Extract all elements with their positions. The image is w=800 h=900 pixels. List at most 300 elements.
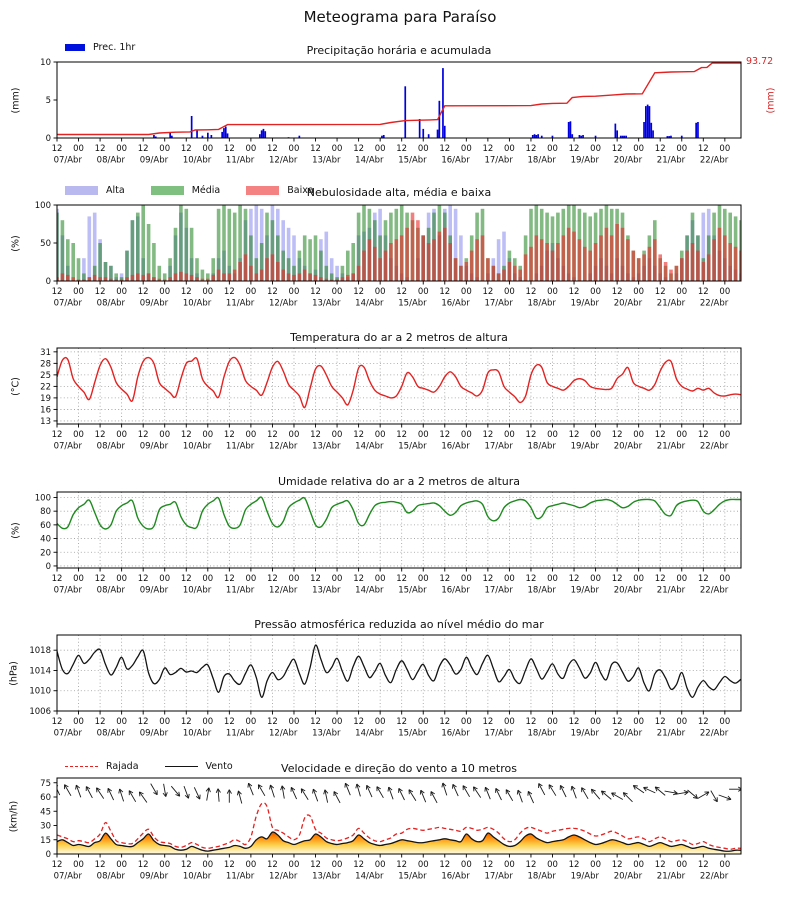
svg-text:00: 00 <box>503 430 515 440</box>
svg-text:12: 12 <box>482 144 494 154</box>
wind-ylabel: (km/h) <box>8 800 20 833</box>
rajada-legend-label: Rajada <box>106 761 139 772</box>
svg-text:00: 00 <box>460 287 472 297</box>
svg-text:12: 12 <box>654 430 666 440</box>
svg-text:00: 00 <box>417 287 429 297</box>
svg-text:12: 12 <box>568 860 580 870</box>
svg-text:12: 12 <box>697 430 709 440</box>
svg-text:00: 00 <box>417 860 429 870</box>
accum-right-ylabel: (mm) <box>765 87 777 114</box>
svg-text:12: 12 <box>611 287 623 297</box>
svg-text:00: 00 <box>288 860 300 870</box>
wind-legend <box>65 761 259 772</box>
svg-text:1014: 1014 <box>29 666 51 677</box>
svg-text:00: 00 <box>288 144 300 154</box>
svg-text:07/Abr: 07/Abr <box>53 441 82 452</box>
svg-text:00: 00 <box>633 860 645 870</box>
svg-text:00: 00 <box>116 574 128 584</box>
svg-text:12: 12 <box>223 860 235 870</box>
svg-text:80: 80 <box>40 507 51 518</box>
svg-text:13/Abr: 13/Abr <box>312 728 341 739</box>
svg-text:12: 12 <box>396 287 408 297</box>
svg-text:19/Abr: 19/Abr <box>570 441 600 452</box>
svg-text:20/Abr: 20/Abr <box>613 298 643 309</box>
svg-text:00: 00 <box>116 430 128 440</box>
svg-text:12: 12 <box>267 860 278 870</box>
svg-text:12: 12 <box>353 574 365 584</box>
svg-text:00: 00 <box>159 287 171 297</box>
precip-legend <box>65 42 161 53</box>
svg-text:12: 12 <box>137 430 149 440</box>
svg-text:00: 00 <box>590 717 601 727</box>
svg-text:15/Abr: 15/Abr <box>398 441 427 452</box>
svg-text:00: 00 <box>159 717 171 727</box>
humidity-title: Umidade relativa do ar a 2 metros de altura <box>277 475 521 488</box>
svg-text:16/Abr: 16/Abr <box>441 155 470 166</box>
svg-text:12: 12 <box>396 574 408 584</box>
svg-text:12: 12 <box>180 430 192 440</box>
svg-text:00: 00 <box>374 860 386 870</box>
svg-text:12: 12 <box>525 574 537 584</box>
svg-text:21/Abr: 21/Abr <box>656 441 686 452</box>
svg-text:20/Abr: 20/Abr <box>613 871 643 882</box>
svg-text:15: 15 <box>40 835 51 846</box>
svg-text:00: 00 <box>374 717 386 727</box>
svg-text:17/Abr: 17/Abr <box>484 155 513 166</box>
svg-text:00: 00 <box>245 430 257 440</box>
svg-text:10: 10 <box>40 58 51 68</box>
svg-text:11/Abr: 11/Abr <box>225 155 255 166</box>
svg-text:00: 00 <box>503 287 515 297</box>
svg-text:09/Abr: 09/Abr <box>139 871 169 882</box>
svg-text:00: 00 <box>288 287 300 297</box>
svg-text:21/Abr: 21/Abr <box>656 585 686 596</box>
svg-text:12: 12 <box>94 144 106 154</box>
clouds-title: Nebulosidade alta, média e baixa <box>306 186 492 199</box>
humidity-frame <box>35 492 741 596</box>
svg-text:12: 12 <box>482 717 494 727</box>
temperature-ylabel: (°C) <box>10 377 22 396</box>
svg-text:00: 00 <box>547 430 558 440</box>
svg-text:12: 12 <box>137 717 149 727</box>
svg-text:14/Abr: 14/Abr <box>355 871 384 882</box>
svg-text:12: 12 <box>611 144 623 154</box>
svg-text:00: 00 <box>73 717 84 727</box>
svg-text:22/Abr: 22/Abr <box>699 728 729 739</box>
svg-text:20/Abr: 20/Abr <box>613 585 643 596</box>
svg-text:00: 00 <box>73 287 84 297</box>
vento-swatch-icon <box>165 766 198 767</box>
svg-text:00: 00 <box>73 574 84 584</box>
svg-text:00: 00 <box>460 860 472 870</box>
svg-text:00: 00 <box>374 430 386 440</box>
svg-text:12: 12 <box>525 717 537 727</box>
svg-text:12: 12 <box>482 287 494 297</box>
svg-text:12: 12 <box>353 717 365 727</box>
svg-text:12: 12 <box>439 287 451 297</box>
svg-text:12: 12 <box>310 430 321 440</box>
svg-text:19/Abr: 19/Abr <box>570 871 600 882</box>
svg-text:100: 100 <box>34 201 51 211</box>
accum-line <box>57 63 741 135</box>
svg-text:12: 12 <box>310 860 321 870</box>
svg-text:00: 00 <box>460 574 472 584</box>
svg-text:00: 00 <box>116 287 128 297</box>
svg-text:12: 12 <box>439 574 451 584</box>
svg-text:00: 00 <box>460 717 472 727</box>
svg-text:10/Abr: 10/Abr <box>182 871 212 882</box>
svg-text:12: 12 <box>137 574 149 584</box>
svg-text:12: 12 <box>137 144 149 154</box>
svg-text:12: 12 <box>51 430 63 440</box>
svg-text:60: 60 <box>40 793 51 803</box>
pressure-ylabel: (hPa) <box>8 661 20 686</box>
svg-text:00: 00 <box>331 860 343 870</box>
svg-text:12: 12 <box>223 717 235 727</box>
svg-text:00: 00 <box>202 287 214 297</box>
svg-text:00: 00 <box>633 287 645 297</box>
svg-text:12: 12 <box>94 430 106 440</box>
svg-text:12/Abr: 12/Abr <box>269 155 298 166</box>
svg-text:12: 12 <box>137 287 149 297</box>
svg-text:00: 00 <box>719 144 731 154</box>
svg-text:12: 12 <box>525 144 537 154</box>
svg-text:12: 12 <box>568 430 580 440</box>
svg-text:15/Abr: 15/Abr <box>398 155 427 166</box>
svg-text:12: 12 <box>396 717 408 727</box>
svg-text:19/Abr: 19/Abr <box>570 728 600 739</box>
svg-text:00: 00 <box>331 430 343 440</box>
svg-text:12: 12 <box>310 574 321 584</box>
svg-text:22/Abr: 22/Abr <box>699 441 729 452</box>
svg-text:09/Abr: 09/Abr <box>139 585 169 596</box>
svg-text:00: 00 <box>633 574 645 584</box>
svg-text:12: 12 <box>223 144 235 154</box>
svg-text:07/Abr: 07/Abr <box>53 155 82 166</box>
svg-text:12: 12 <box>267 717 278 727</box>
svg-text:18/Abr: 18/Abr <box>527 728 556 739</box>
svg-text:50: 50 <box>40 239 51 249</box>
humidity-ylabel: (%) <box>10 522 22 539</box>
svg-text:12: 12 <box>697 287 709 297</box>
svg-text:12: 12 <box>353 144 365 154</box>
svg-text:00: 00 <box>590 144 601 154</box>
svg-text:12: 12 <box>525 860 537 870</box>
svg-text:00: 00 <box>503 717 515 727</box>
svg-text:00: 00 <box>73 860 84 870</box>
svg-text:09/Abr: 09/Abr <box>139 155 169 166</box>
svg-text:15/Abr: 15/Abr <box>398 871 427 882</box>
svg-text:00: 00 <box>719 430 731 440</box>
svg-text:11/Abr: 11/Abr <box>225 871 255 882</box>
svg-text:12: 12 <box>697 717 709 727</box>
svg-text:12: 12 <box>310 287 321 297</box>
svg-text:22: 22 <box>40 382 51 393</box>
clouds-legend <box>65 185 340 196</box>
svg-text:12: 12 <box>310 717 321 727</box>
svg-text:28: 28 <box>40 359 51 370</box>
svg-text:00: 00 <box>288 574 300 584</box>
svg-text:00: 00 <box>417 144 429 154</box>
svg-text:12: 12 <box>568 144 580 154</box>
accum-total-label: 93.72 <box>746 56 774 67</box>
wind-direction-arrows <box>54 783 742 804</box>
svg-text:12: 12 <box>180 717 192 727</box>
precip-frame <box>40 58 741 166</box>
svg-text:19: 19 <box>40 393 51 404</box>
svg-text:00: 00 <box>202 717 214 727</box>
svg-text:00: 00 <box>331 574 343 584</box>
svg-text:19/Abr: 19/Abr <box>570 585 600 596</box>
svg-text:10/Abr: 10/Abr <box>182 585 212 596</box>
svg-text:12: 12 <box>353 860 365 870</box>
svg-text:12/Abr: 12/Abr <box>269 298 298 309</box>
svg-text:12: 12 <box>439 860 451 870</box>
svg-text:00: 00 <box>245 860 257 870</box>
svg-text:12/Abr: 12/Abr <box>269 585 298 596</box>
prec1hr-legend-label: Prec. 1hr <box>93 42 136 53</box>
svg-text:14/Abr: 14/Abr <box>355 298 384 309</box>
svg-text:22/Abr: 22/Abr <box>699 155 729 166</box>
svg-text:40: 40 <box>40 534 51 545</box>
svg-text:15/Abr: 15/Abr <box>398 728 427 739</box>
svg-text:13/Abr: 13/Abr <box>312 441 341 452</box>
svg-text:00: 00 <box>331 717 343 727</box>
svg-text:00: 00 <box>676 430 688 440</box>
svg-text:15/Abr: 15/Abr <box>398 585 427 596</box>
svg-text:12: 12 <box>51 860 63 870</box>
svg-text:12: 12 <box>51 574 63 584</box>
svg-text:12: 12 <box>180 287 192 297</box>
svg-text:12: 12 <box>654 717 666 727</box>
svg-text:22/Abr: 22/Abr <box>699 585 729 596</box>
svg-text:07/Abr: 07/Abr <box>53 585 82 596</box>
alta-swatch-icon <box>65 186 98 195</box>
svg-text:00: 00 <box>159 860 171 870</box>
svg-text:17/Abr: 17/Abr <box>484 728 513 739</box>
svg-text:13/Abr: 13/Abr <box>312 585 341 596</box>
temperature-title: Temperatura do ar a 2 metros de altura <box>290 331 508 344</box>
svg-text:12: 12 <box>482 430 494 440</box>
svg-text:12: 12 <box>439 717 451 727</box>
svg-text:12/Abr: 12/Abr <box>269 871 298 882</box>
svg-text:21/Abr: 21/Abr <box>656 155 686 166</box>
svg-text:12: 12 <box>396 430 408 440</box>
svg-text:00: 00 <box>159 574 171 584</box>
wind-title: Velocidade e direção do vento a 10 metros <box>281 762 517 775</box>
svg-text:20/Abr: 20/Abr <box>613 728 643 739</box>
svg-text:12: 12 <box>654 574 666 584</box>
svg-text:1010: 1010 <box>29 686 51 697</box>
svg-text:12: 12 <box>94 574 106 584</box>
svg-text:19/Abr: 19/Abr <box>570 298 600 309</box>
svg-text:11/Abr: 11/Abr <box>225 441 255 452</box>
svg-text:00: 00 <box>331 144 343 154</box>
svg-text:12: 12 <box>180 574 192 584</box>
precip-title: Precipitação horária e acumulada <box>306 44 492 57</box>
svg-text:12: 12 <box>439 430 451 440</box>
svg-text:12: 12 <box>697 574 709 584</box>
svg-text:00: 00 <box>374 287 386 297</box>
svg-text:1006: 1006 <box>29 707 51 717</box>
svg-text:00: 00 <box>676 860 688 870</box>
svg-text:10/Abr: 10/Abr <box>182 441 212 452</box>
svg-text:12: 12 <box>51 717 63 727</box>
svg-text:12: 12 <box>310 144 321 154</box>
svg-text:16/Abr: 16/Abr <box>441 298 470 309</box>
svg-text:17/Abr: 17/Abr <box>484 298 513 309</box>
svg-text:00: 00 <box>547 144 558 154</box>
svg-text:12: 12 <box>482 574 494 584</box>
svg-text:00: 00 <box>245 287 257 297</box>
svg-text:22/Abr: 22/Abr <box>699 298 729 309</box>
svg-text:12: 12 <box>525 430 537 440</box>
svg-text:12: 12 <box>223 430 235 440</box>
svg-text:12: 12 <box>267 574 278 584</box>
svg-text:12: 12 <box>267 430 278 440</box>
svg-text:11/Abr: 11/Abr <box>225 298 255 309</box>
svg-text:12: 12 <box>396 144 408 154</box>
svg-text:12: 12 <box>611 860 623 870</box>
svg-text:12: 12 <box>180 860 192 870</box>
svg-text:14/Abr: 14/Abr <box>355 728 384 739</box>
pressure-axes <box>57 635 741 711</box>
svg-text:00: 00 <box>503 144 515 154</box>
svg-text:00: 00 <box>590 287 601 297</box>
svg-text:13/Abr: 13/Abr <box>312 155 341 166</box>
svg-text:12: 12 <box>353 430 365 440</box>
svg-text:12: 12 <box>94 860 106 870</box>
svg-text:00: 00 <box>73 430 84 440</box>
svg-text:00: 00 <box>374 574 386 584</box>
svg-text:00: 00 <box>288 717 300 727</box>
svg-text:12: 12 <box>697 860 709 870</box>
svg-text:17/Abr: 17/Abr <box>484 585 513 596</box>
svg-text:00: 00 <box>633 717 645 727</box>
svg-text:14/Abr: 14/Abr <box>355 155 384 166</box>
svg-text:12/Abr: 12/Abr <box>269 441 298 452</box>
svg-text:08/Abr: 08/Abr <box>96 728 126 739</box>
svg-text:00: 00 <box>73 144 84 154</box>
svg-text:75: 75 <box>40 778 51 789</box>
svg-text:31: 31 <box>40 347 51 358</box>
svg-text:10/Abr: 10/Abr <box>182 298 212 309</box>
svg-text:00: 00 <box>633 430 645 440</box>
svg-text:00: 00 <box>417 430 429 440</box>
svg-text:07/Abr: 07/Abr <box>53 728 82 739</box>
svg-text:00: 00 <box>331 287 343 297</box>
svg-text:00: 00 <box>719 717 731 727</box>
svg-text:17/Abr: 17/Abr <box>484 871 513 882</box>
media-legend-label: Média <box>191 185 221 196</box>
svg-text:00: 00 <box>719 860 731 870</box>
svg-text:20/Abr: 20/Abr <box>613 155 643 166</box>
alta-legend-label: Alta <box>106 185 125 196</box>
svg-text:09/Abr: 09/Abr <box>139 298 169 309</box>
svg-text:00: 00 <box>245 717 257 727</box>
svg-text:30: 30 <box>40 821 51 832</box>
svg-text:12: 12 <box>94 717 106 727</box>
svg-text:12: 12 <box>51 287 63 297</box>
baixa-legend-label: Baixa <box>287 185 314 196</box>
svg-text:12: 12 <box>697 144 709 154</box>
svg-text:00: 00 <box>202 574 214 584</box>
svg-text:16/Abr: 16/Abr <box>441 585 470 596</box>
svg-text:0: 0 <box>45 134 51 144</box>
svg-text:00: 00 <box>116 717 128 727</box>
prec1hr-swatch-icon <box>65 44 85 51</box>
svg-text:10/Abr: 10/Abr <box>182 728 212 739</box>
svg-text:12: 12 <box>94 287 106 297</box>
svg-text:00: 00 <box>245 144 257 154</box>
svg-text:00: 00 <box>633 144 645 154</box>
svg-text:18/Abr: 18/Abr <box>527 298 556 309</box>
svg-text:18/Abr: 18/Abr <box>527 585 556 596</box>
svg-text:12: 12 <box>267 144 278 154</box>
svg-text:45: 45 <box>40 807 51 818</box>
svg-text:00: 00 <box>202 430 214 440</box>
svg-text:12: 12 <box>223 287 235 297</box>
svg-text:08/Abr: 08/Abr <box>96 585 126 596</box>
svg-text:00: 00 <box>590 430 601 440</box>
svg-text:12: 12 <box>482 860 494 870</box>
svg-text:00: 00 <box>590 574 601 584</box>
svg-text:00: 00 <box>159 144 171 154</box>
svg-text:00: 00 <box>202 144 214 154</box>
svg-text:21/Abr: 21/Abr <box>656 728 686 739</box>
svg-text:12: 12 <box>137 860 149 870</box>
svg-text:13/Abr: 13/Abr <box>312 871 341 882</box>
svg-text:14/Abr: 14/Abr <box>355 441 384 452</box>
rajada-swatch-icon <box>65 766 98 767</box>
media-swatch-icon <box>151 186 184 195</box>
svg-text:20: 20 <box>40 548 51 559</box>
svg-text:15/Abr: 15/Abr <box>398 298 427 309</box>
svg-text:12: 12 <box>396 860 408 870</box>
svg-text:16/Abr: 16/Abr <box>441 441 470 452</box>
svg-text:12: 12 <box>353 287 365 297</box>
svg-text:00: 00 <box>245 574 257 584</box>
svg-text:14/Abr: 14/Abr <box>355 585 384 596</box>
svg-text:11/Abr: 11/Abr <box>225 585 255 596</box>
svg-text:00: 00 <box>116 144 128 154</box>
svg-text:00: 00 <box>417 574 429 584</box>
svg-text:0: 0 <box>45 277 51 287</box>
svg-text:100: 100 <box>34 493 51 504</box>
svg-text:00: 00 <box>547 717 558 727</box>
svg-text:00: 00 <box>116 860 128 870</box>
clouds-ylabel: (%) <box>10 235 22 252</box>
svg-text:00: 00 <box>547 860 558 870</box>
svg-text:21/Abr: 21/Abr <box>656 871 686 882</box>
svg-text:0: 0 <box>45 561 51 572</box>
svg-text:00: 00 <box>288 430 300 440</box>
svg-text:12: 12 <box>611 717 623 727</box>
svg-text:18/Abr: 18/Abr <box>527 871 556 882</box>
svg-text:00: 00 <box>676 287 688 297</box>
svg-text:07/Abr: 07/Abr <box>53 871 82 882</box>
svg-text:18/Abr: 18/Abr <box>527 441 556 452</box>
svg-text:00: 00 <box>460 144 472 154</box>
svg-text:12: 12 <box>267 287 278 297</box>
svg-text:16: 16 <box>40 405 51 416</box>
svg-text:00: 00 <box>547 574 558 584</box>
svg-text:12: 12 <box>439 144 451 154</box>
svg-text:12: 12 <box>180 144 192 154</box>
svg-text:19/Abr: 19/Abr <box>570 155 600 166</box>
svg-text:00: 00 <box>503 574 515 584</box>
baixa-swatch-icon <box>246 186 279 195</box>
